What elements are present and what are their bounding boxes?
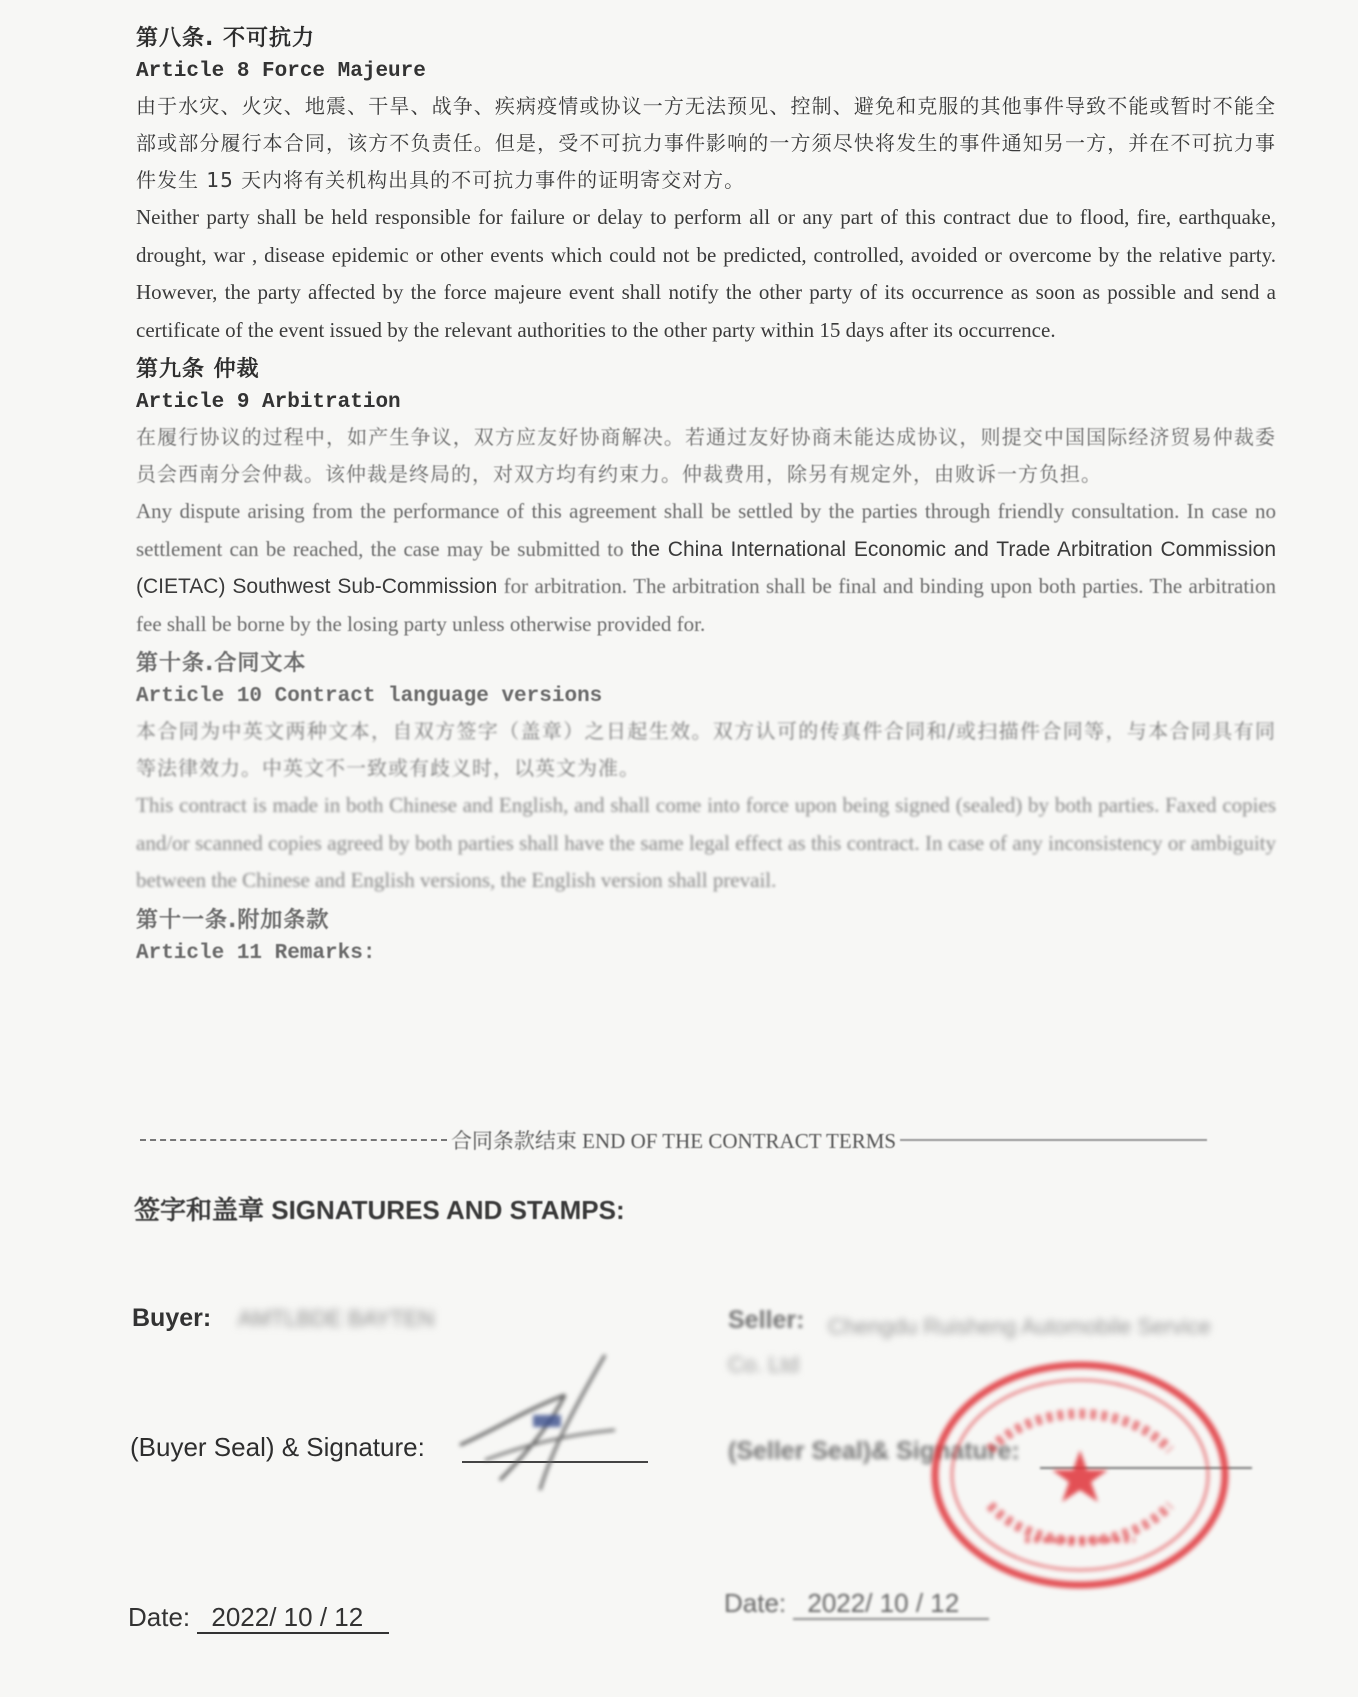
buyer-signature xyxy=(455,1350,645,1495)
article-8-cn-title: 第八条. 不可抗力 xyxy=(136,26,316,51)
article-9-en-text xyxy=(136,493,1276,643)
divider-dash-left xyxy=(140,1139,447,1141)
article-8-cn-text: 由于水灾、火灾、地震、干旱、战争、疾病疫情或协议一方无法预见、控制、避免和克服的其他事件导致不能或暂时不能全部或部分履行本合同，该方不负责任。但是，受不可抗力事件影响的一方须尽快将发生的事件通知另一方，并在不可抗力事件发生 15 天内将有关机构出具的不可抗力事件的证明寄交对方。 xyxy=(136,94,1276,192)
end-of-terms-divider xyxy=(136,1122,1211,1158)
article-8-en-title: Article 8 Force Majeure xyxy=(136,60,426,83)
article-11-en-title: Article 11 Remarks: xyxy=(136,941,376,965)
buyer-label: Buyer: xyxy=(132,1304,212,1332)
seller-seal-label: (Seller Seal)& Signature: xyxy=(728,1437,1020,1465)
buyer-date xyxy=(128,1602,389,1633)
seller-company-stamp xyxy=(930,1355,1240,1595)
article-8 xyxy=(136,22,1276,349)
article-10-en-title: Article 10 Contract language versions xyxy=(136,685,603,708)
article-9 xyxy=(136,353,1276,643)
buyer-date-value: 2022/ 10 / 12 xyxy=(197,1602,389,1634)
article-9-en-text-a: Any dispute arising from the performance of this agreement shall be settled by the parties through friendly consultation. In case no settlement can be reached, the case may be submitted to xyxy=(136,499,1276,561)
article-9-en-text-cietac: the China International Economic and Trade Arbitration Commission (CIETAC) Southwest Sub-Commission xyxy=(136,537,1277,598)
seller-date-value: 2022/ 10 / 12 xyxy=(793,1588,989,1620)
article-8-en-text: Neither party shall be held responsible for failure or delay to perform all or any part of this contract due to flood, fire, earthquake, drought, war , disease epidemic or other events which could not be predicted, controlled, avoided or overcome by the relative party. However, the party affected by the force majeure event shall notify the other party of its occurrence as soon as possible and send a certificate of the event issued by the relevant authorities to the other party within 15 days after its occurrence. xyxy=(136,205,1276,342)
article-10-en-text: This contract is made in both Chinese and English, and shall come into force upon being signed (sealed) by both parties. Faxed copies and/or scanned copies agreed by both parties shall have the same legal effect as this contract. In case of any inconsistency or ambiguity between the Chinese and English versions, the English version shall prevail. xyxy=(136,793,1276,892)
buyer-name: AMTLBDE BAYTEN xyxy=(238,1306,435,1331)
article-11-cn-title: 第十一条.附加条款 xyxy=(136,907,330,933)
seller-date xyxy=(724,1588,989,1619)
buyer-date-label: Date: xyxy=(128,1602,191,1632)
seller-date-label: Date: xyxy=(724,1588,787,1618)
article-9-cn-text: 在履行协议的过程中，如产生争议，双方应友好协商解决。若通过友好协商未能达成协议，则提交中国国际经济贸易仲裁委员会西南分会仲裁。该仲裁是终局的，对双方均有约束力。仲裁费用，除另有规定外，由败诉一方负担。 xyxy=(136,425,1276,486)
end-of-terms-label: 合同条款结束 END OF THE CONTRACT TERMS xyxy=(450,1129,897,1153)
buyer-seal-label: (Buyer Seal) & Signature: xyxy=(130,1432,425,1462)
seller-label: Seller: xyxy=(728,1306,805,1334)
article-10-cn-text: 本合同为中英文两种文本，自双方签字（盖章）之日起生效。双方认可的传真件合同和/或扫描件合同等，与本合同具有同等法律效力。中英文不一致或有歧义时，以英文为准。 xyxy=(136,719,1276,780)
article-9-en-text-c: for arbitration. The arbitration shall be final and binding upon both parties. The arbitration fee shall be borne by the losing party unless otherwise provided for. xyxy=(136,574,1276,636)
divider-dash-right xyxy=(900,1139,1207,1141)
signatures-heading: 签字和盖章 SIGNATURES AND STAMPS: xyxy=(134,1195,625,1225)
article-10 xyxy=(136,647,1276,900)
article-9-en-title: Article 9 Arbitration xyxy=(136,391,401,414)
article-9-cn-title: 第九条 仲裁 xyxy=(136,357,260,382)
seller-name-line-1: Chengdu Ruisheng Automobile Service xyxy=(828,1314,1211,1339)
seller-name-line-2: Co. Ltd xyxy=(728,1352,799,1377)
contract-body xyxy=(136,22,1276,974)
article-11 xyxy=(136,904,1276,970)
article-10-cn-title: 第十条.合同文本 xyxy=(136,651,307,676)
